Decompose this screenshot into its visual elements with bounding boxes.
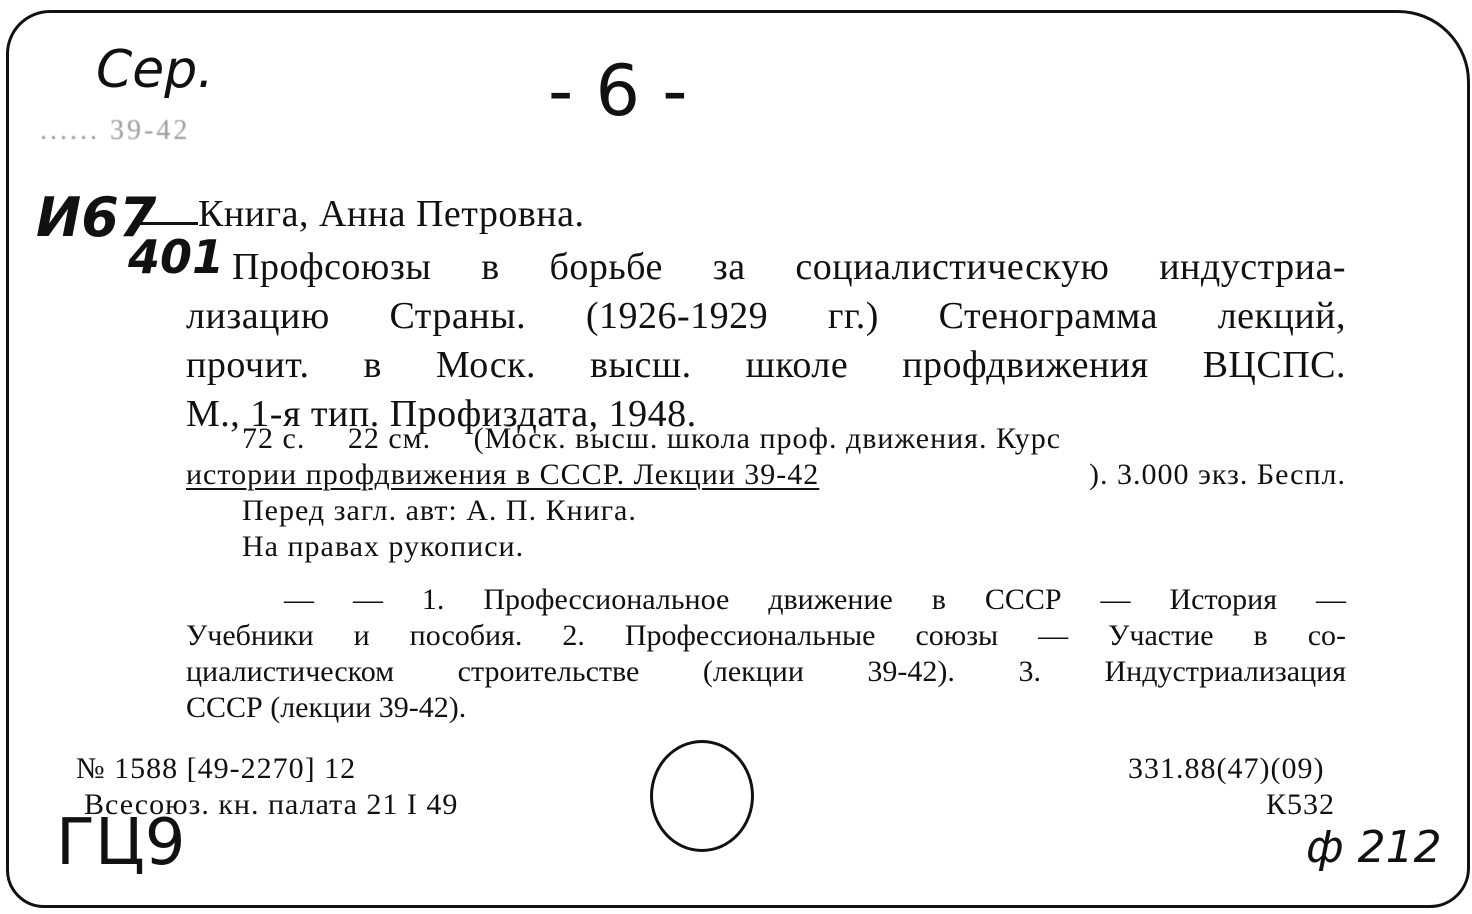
registration-number: № 1588 [49-2270] 12 bbox=[76, 752, 357, 785]
author-heading: Книга, Анна Петровна. bbox=[198, 193, 585, 235]
subject-headings bbox=[186, 582, 1346, 726]
handwritten-fond-number: ф 212 bbox=[1306, 822, 1442, 873]
handwritten-ser-note: Сер. bbox=[96, 40, 214, 100]
call-number-dash bbox=[140, 222, 198, 225]
call-number-top: И67 bbox=[36, 186, 157, 249]
note-author: Перед загл. авт: А. П. Книга. bbox=[242, 494, 637, 527]
title-line-1: Профсоюзы в борьбе за социалистическую индустриа- bbox=[232, 246, 1346, 288]
subject-line-1: — — 1. Профессиональное движение в СССР — История — bbox=[284, 583, 1346, 616]
subject-line-2: Учебники и пособия. 2. Профессиональные союзы — Участие в со- bbox=[186, 619, 1346, 652]
smudged-note: ...... 39-42 bbox=[40, 115, 191, 146]
collation-line-2 bbox=[186, 458, 1346, 492]
subject-line-3: циалистическом строительстве (лекции 39-42). 3. Индустриализация bbox=[186, 655, 1346, 688]
series-title-underlined: истории профдвижения в СССР. Лекции 39-42 bbox=[186, 458, 820, 491]
author-mark: К532 bbox=[1266, 788, 1336, 821]
note-rights: На правах рукописи. bbox=[242, 530, 525, 563]
collation-line-1: 72 с. 22 см. (Моск. высш. школа проф. движения. Курс bbox=[242, 422, 1062, 455]
punch-hole-circle bbox=[650, 740, 754, 852]
handwritten-shelf-code: ГЦ9 bbox=[56, 806, 186, 880]
title-block bbox=[186, 242, 1346, 438]
title-line-4: М., 1-я тип. Профиздата, 1948. bbox=[186, 393, 697, 435]
title-line-2: лизацию Страны. (1926-1929 гг.) Стенограмма лекций, bbox=[186, 295, 1346, 337]
title-line-3: прочит. в Моск. высш. школе профдвижения ВЦСПС. bbox=[186, 344, 1346, 386]
collation-rest: ). 3.000 экз. Беспл. bbox=[1088, 458, 1346, 491]
subject-line-4: СССР (лекции 39-42). bbox=[186, 691, 467, 724]
book-chamber-note: Всесоюз. кн. палата 21 I 49 bbox=[84, 788, 459, 821]
call-number-bottom: 401 bbox=[128, 230, 225, 284]
classification-index: 331.88(47)(09) bbox=[1128, 752, 1325, 785]
page-number-mark: - 6 - bbox=[548, 50, 688, 132]
